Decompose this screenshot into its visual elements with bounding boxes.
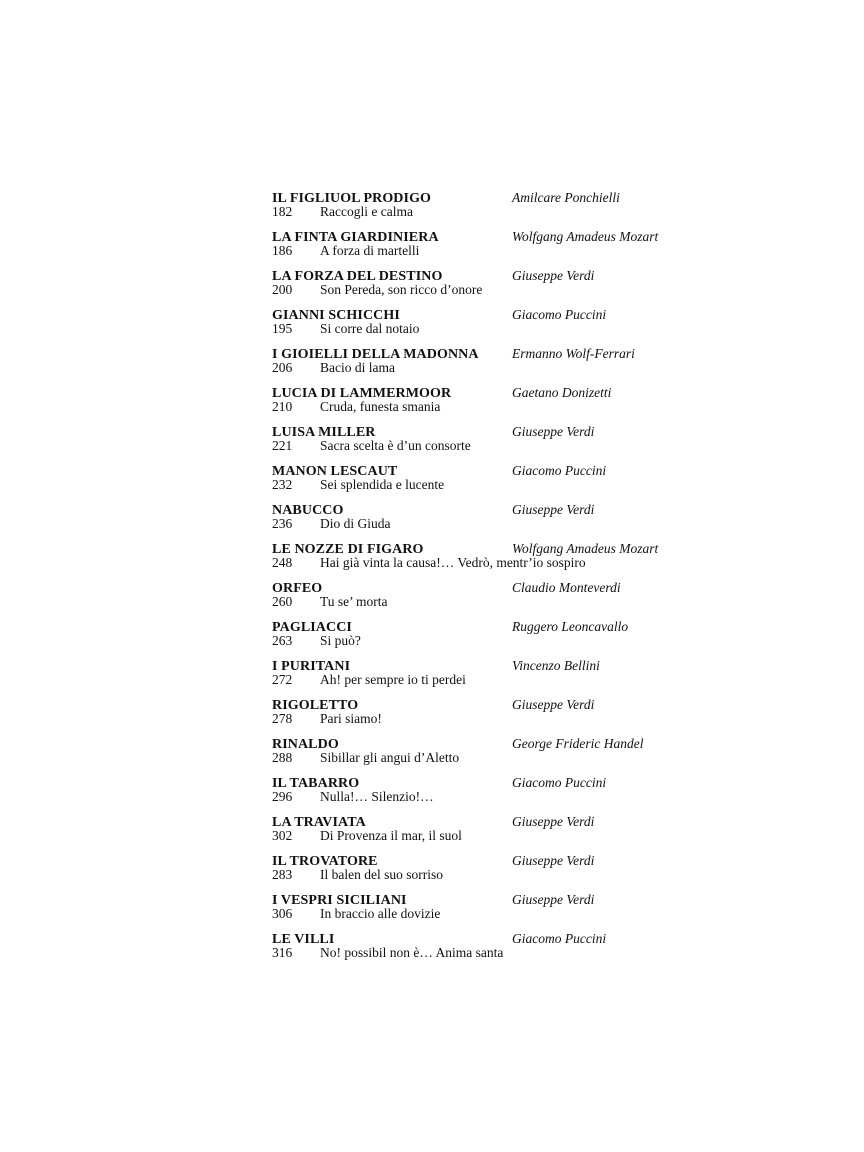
opera-title: IL TABARRO [272, 776, 360, 791]
aria-title: A forza di martelli [320, 243, 420, 258]
toc-entry-title-row [272, 698, 832, 712]
composer-name: Ruggero Leoncavallo [512, 619, 629, 634]
toc-entry-title-row [272, 230, 832, 244]
toc-entry-title-row [272, 191, 832, 205]
page-number: 186 [272, 243, 293, 258]
page-number: 195 [272, 321, 293, 336]
composer-name: Giuseppe Verdi [512, 697, 595, 712]
opera-title: I PURITANI [272, 659, 351, 674]
aria-title: In braccio alle dovizie [320, 906, 441, 921]
toc-entry-title-row [272, 386, 832, 400]
toc-entry-detail-row [272, 244, 832, 258]
composer-name: Giuseppe Verdi [512, 892, 595, 907]
toc-entry [272, 386, 832, 414]
page-number: 206 [272, 360, 293, 375]
page-number: 272 [272, 672, 293, 687]
page-number: 288 [272, 750, 293, 765]
toc-entry-detail-row [272, 595, 832, 609]
toc-entry-detail-row [272, 712, 832, 726]
aria-title: Bacio di lama [320, 360, 395, 375]
toc-entry-title-row [272, 659, 832, 673]
toc-entry-title-row [272, 269, 832, 283]
toc-entry [272, 425, 832, 453]
aria-title: Sibillar gli angui d’Aletto [320, 750, 460, 765]
opera-title: ORFEO [272, 581, 323, 596]
aria-title: Si può? [320, 633, 361, 648]
toc-entry [272, 854, 832, 882]
toc-entry-detail-row [272, 946, 832, 960]
aria-title: Sei splendida e lucente [320, 477, 445, 492]
toc-entry-title-row [272, 737, 832, 751]
page-number: 296 [272, 789, 293, 804]
aria-title: Tu se’ morta [320, 594, 388, 609]
opera-title: LE VILLI [272, 932, 335, 947]
opera-title: LA FORZA DEL DESTINO [272, 269, 443, 284]
toc-entry-detail-row [272, 634, 832, 648]
toc-entry-title-row [272, 581, 832, 595]
toc-entry [272, 659, 832, 687]
composer-name: Giuseppe Verdi [512, 424, 595, 439]
toc-entry-detail-row [272, 478, 832, 492]
toc-entry-detail-row [272, 673, 832, 687]
page-number: 263 [272, 633, 293, 648]
toc-entry-detail-row [272, 517, 832, 531]
aria-title: Cruda, funesta smania [320, 399, 441, 414]
aria-title: Ah! per sempre io ti perdei [320, 672, 466, 687]
toc-entry [272, 503, 832, 531]
toc-entry-detail-row [272, 556, 832, 570]
composer-name: Giuseppe Verdi [512, 502, 595, 517]
composer-name: Amilcare Ponchielli [512, 190, 620, 205]
page-number: 283 [272, 867, 293, 882]
toc-entry-detail-row [272, 790, 832, 804]
toc-entry [272, 932, 832, 960]
toc-entry [272, 620, 832, 648]
composer-name: Giacomo Puccini [512, 463, 607, 478]
page-number: 221 [272, 438, 293, 453]
toc-entry [272, 308, 832, 336]
toc-entry [272, 776, 832, 804]
toc-entry-title-row [272, 347, 832, 361]
aria-title: Raccogli e calma [320, 204, 413, 219]
toc-entry [272, 191, 832, 219]
page-number: 182 [272, 204, 293, 219]
toc-entry-title-row [272, 854, 832, 868]
toc-entry-detail-row [272, 751, 832, 765]
opera-title: GIANNI SCHICCHI [272, 308, 400, 323]
toc-entry-detail-row [272, 439, 832, 453]
toc-entry-detail-row [272, 205, 832, 219]
aria-title: Si corre dal notaio [320, 321, 420, 336]
toc-entry-title-row [272, 620, 832, 634]
aria-title: Nulla!… Silenzio!… [320, 789, 434, 804]
toc-entry-detail-row [272, 907, 832, 921]
toc-entry-detail-row [272, 400, 832, 414]
aria-title: Di Provenza il mar, il suol [320, 828, 462, 843]
toc-entry-title-row [272, 815, 832, 829]
opera-title: RINALDO [272, 737, 339, 752]
composer-name: Giuseppe Verdi [512, 814, 595, 829]
opera-title: LA TRAVIATA [272, 815, 366, 830]
opera-title: I VESPRI SICILIANI [272, 893, 407, 908]
aria-title: No! possibil non è… Anima santa [320, 945, 504, 960]
toc-entry-title-row [272, 308, 832, 322]
aria-title: Pari siamo! [320, 711, 382, 726]
page-number: 302 [272, 828, 293, 843]
opera-title: LUCIA DI LAMMERMOOR [272, 386, 452, 401]
aria-title: Son Pereda, son ricco d’onore [320, 282, 483, 297]
opera-title: IL TROVATORE [272, 854, 378, 869]
toc-entry-detail-row [272, 322, 832, 336]
opera-title: MANON LESCAUT [272, 464, 398, 479]
page-number: 316 [272, 945, 293, 960]
toc-entry [272, 230, 832, 258]
page-number: 306 [272, 906, 293, 921]
toc-entry [272, 893, 832, 921]
opera-title: PAGLIACCI [272, 620, 352, 635]
page-number: 278 [272, 711, 293, 726]
aria-title: Il balen del suo sorriso [320, 867, 443, 882]
toc-entry [272, 464, 832, 492]
toc-list [272, 191, 832, 971]
page-number: 260 [272, 594, 293, 609]
toc-entry [272, 269, 832, 297]
toc-entry-title-row [272, 932, 832, 946]
opera-title: I GIOIELLI DELLA MADONNA [272, 347, 479, 362]
page-number: 210 [272, 399, 293, 414]
toc-entry-title-row [272, 542, 832, 556]
toc-entry-detail-row [272, 829, 832, 843]
toc-entry-title-row [272, 464, 832, 478]
composer-name: Claudio Monteverdi [512, 580, 621, 595]
page-number: 248 [272, 555, 293, 570]
aria-title: Sacra scelta è d’un consorte [320, 438, 471, 453]
toc-entry-title-row [272, 893, 832, 907]
aria-title: Dio di Giuda [320, 516, 391, 531]
toc-entry-detail-row [272, 361, 832, 375]
opera-title: IL FIGLIUOL PRODIGO [272, 191, 432, 206]
toc-entry-title-row [272, 425, 832, 439]
opera-title: LA FINTA GIARDINIERA [272, 230, 439, 245]
composer-name: Giuseppe Verdi [512, 853, 595, 868]
opera-title: RIGOLETTO [272, 698, 359, 713]
toc-entry-title-row [272, 503, 832, 517]
composer-name: Giacomo Puccini [512, 775, 607, 790]
toc-entry [272, 347, 832, 375]
page-number: 236 [272, 516, 293, 531]
toc-entry [272, 698, 832, 726]
toc-entry [272, 581, 832, 609]
composer-name: George Frideric Handel [512, 736, 644, 751]
toc-entry [272, 737, 832, 765]
toc-entry-detail-row [272, 283, 832, 297]
composer-name: Wolfgang Amadeus Mozart [512, 541, 659, 556]
composer-name: Wolfgang Amadeus Mozart [512, 229, 659, 244]
composer-name: Giacomo Puccini [512, 307, 607, 322]
page-number: 200 [272, 282, 293, 297]
aria-title: Hai già vinta la causa!… Vedrò, mentr’io sospiro [320, 555, 586, 570]
toc-entry-title-row [272, 776, 832, 790]
opera-title: LUISA MILLER [272, 425, 376, 440]
composer-name: Vincenzo Bellini [512, 658, 600, 673]
composer-name: Giuseppe Verdi [512, 268, 595, 283]
composer-name: Giacomo Puccini [512, 931, 607, 946]
opera-title: LE NOZZE DI FIGARO [272, 542, 424, 557]
opera-title: NABUCCO [272, 503, 344, 518]
toc-entry [272, 542, 832, 570]
toc-entry [272, 815, 832, 843]
composer-name: Ermanno Wolf-Ferrari [512, 346, 635, 361]
toc-entry-detail-row [272, 868, 832, 882]
page-number: 232 [272, 477, 293, 492]
composer-name: Gaetano Donizetti [512, 385, 612, 400]
